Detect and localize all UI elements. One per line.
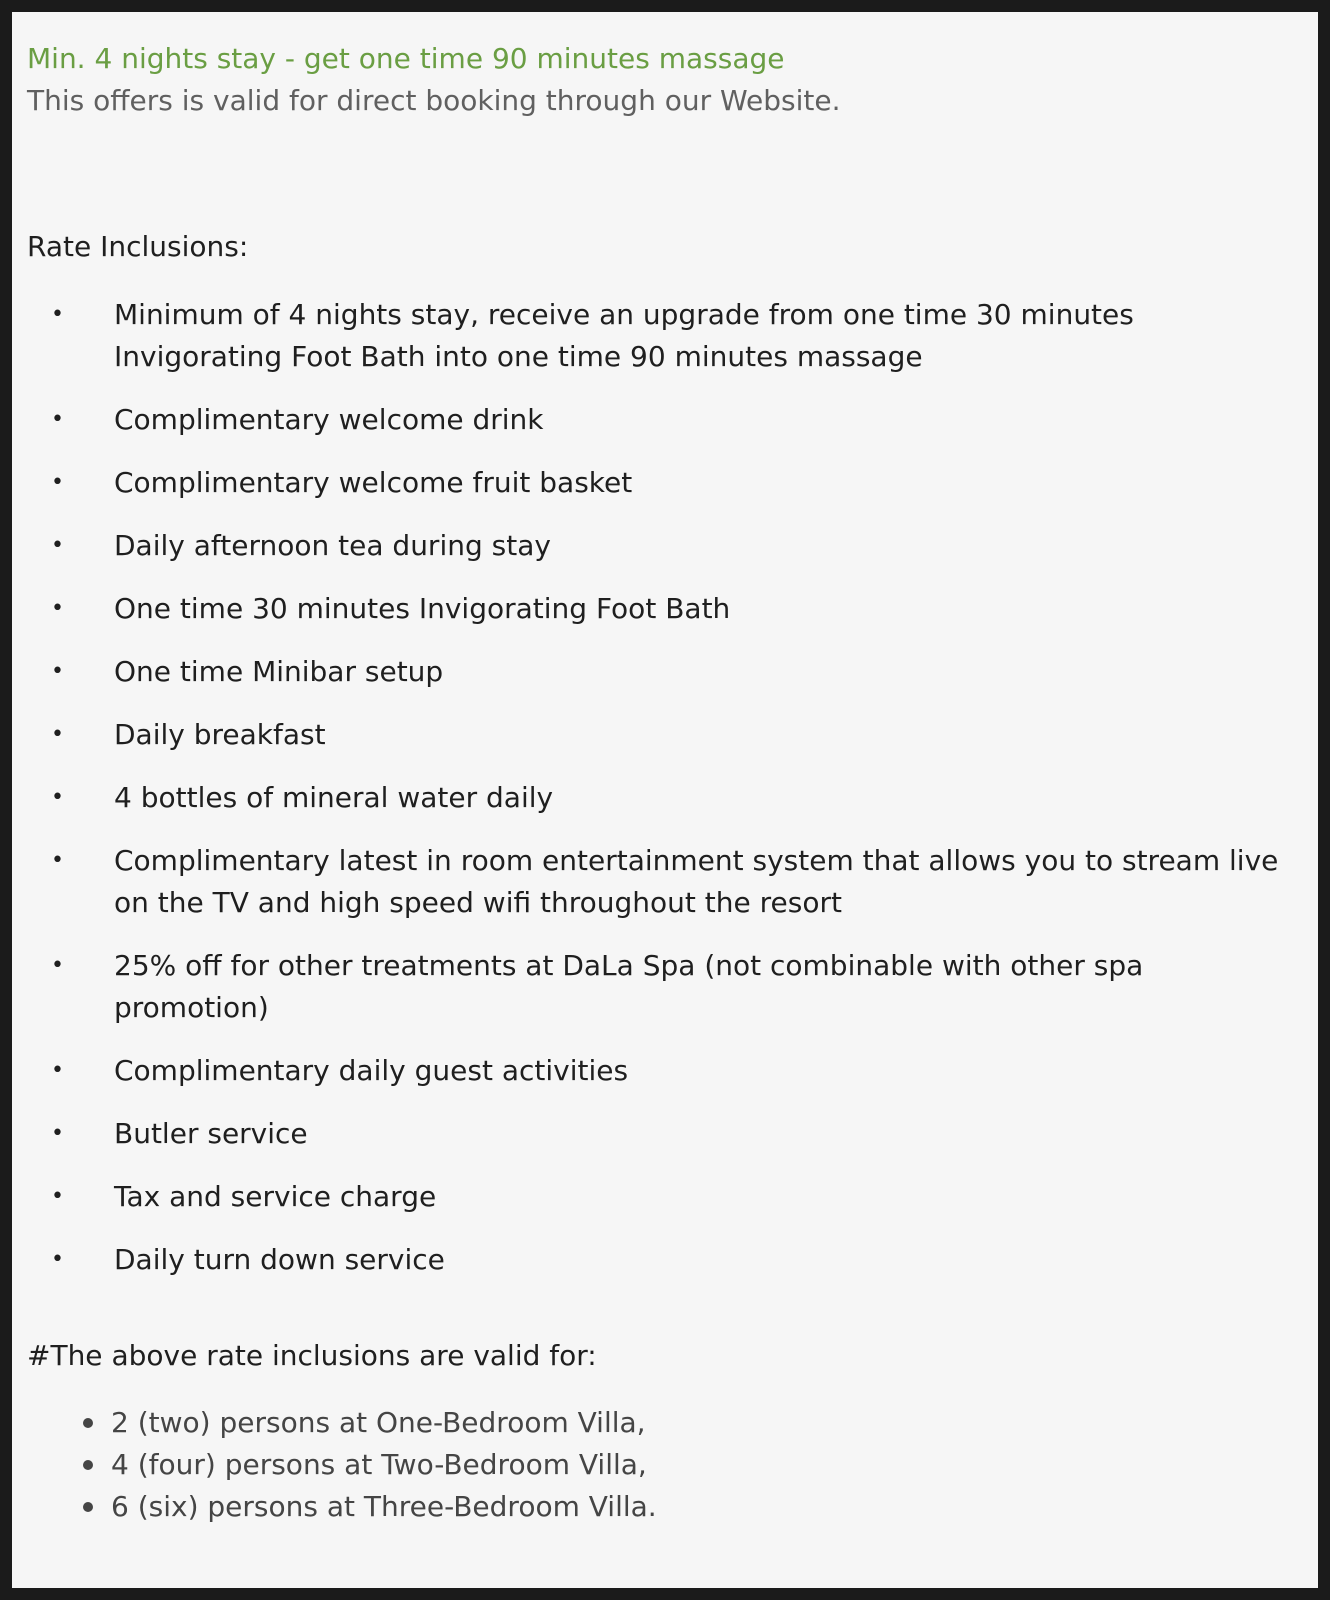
bullet-icon: •: [51, 785, 64, 810]
list-item: [27, 525, 1297, 567]
list-item-text: Complimentary welcome drink: [114, 403, 544, 436]
list-item: [27, 945, 1297, 1029]
list-item: [27, 1113, 1297, 1155]
rate-inclusions-heading: Rate Inclusions:: [27, 230, 249, 263]
bullet-icon: •: [51, 722, 64, 747]
list-item: [27, 1176, 1297, 1218]
list-item-text: 2 (two) persons at One-Bedroom Villa,: [111, 1406, 646, 1439]
bullet-icon: [83, 1502, 93, 1512]
offer-panel: [12, 12, 1318, 1588]
bullet-icon: [83, 1460, 93, 1470]
bullet-icon: •: [51, 1184, 64, 1209]
list-item-text: 4 bottles of mineral water daily: [114, 781, 554, 814]
list-item: [27, 462, 1297, 504]
list-item: [27, 714, 1297, 756]
list-item-text: 25% off for other treatments at DaLa Spa (not combinable with other spa promotion): [114, 949, 1144, 1024]
bullet-icon: •: [51, 1121, 64, 1146]
bullet-icon: •: [51, 1058, 64, 1083]
list-item: [27, 1444, 657, 1486]
list-item: [27, 294, 1297, 378]
list-item-text: Complimentary latest in room entertainment system that allows you to stream live on the TV and high speed wifi throughout the resort: [114, 844, 1279, 919]
bullet-icon: •: [51, 407, 64, 432]
list-item-text: 4 (four) persons at Two-Bedroom Villa,: [111, 1448, 647, 1481]
list-item: [27, 399, 1297, 441]
list-item-text: Daily breakfast: [114, 718, 326, 751]
list-item-text: Daily afternoon tea during stay: [114, 529, 551, 562]
list-item-text: Daily turn down service: [114, 1243, 445, 1276]
bullet-icon: •: [51, 953, 64, 978]
bullet-icon: [83, 1418, 93, 1428]
list-item-text: One time Minibar setup: [114, 655, 444, 688]
list-item-text: One time 30 minutes Invigorating Foot Bath: [114, 592, 731, 625]
validity-heading: #The above rate inclusions are valid for:: [27, 1339, 597, 1372]
bullet-icon: •: [51, 533, 64, 558]
bullet-icon: •: [51, 659, 64, 684]
list-item: [27, 1486, 657, 1528]
bullet-icon: •: [51, 848, 64, 873]
list-item: [27, 651, 1297, 693]
list-item-text: Complimentary welcome fruit basket: [114, 466, 633, 499]
list-item: [27, 588, 1297, 630]
bullet-icon: •: [51, 596, 64, 621]
list-item: [27, 1402, 657, 1444]
list-item-text: Tax and service charge: [114, 1180, 437, 1213]
list-item-text: 6 (six) persons at Three-Bedroom Villa.: [111, 1490, 657, 1523]
list-item: [27, 777, 1297, 819]
list-item: [27, 1050, 1297, 1092]
list-item: [27, 1239, 1297, 1281]
validity-list: [27, 1402, 657, 1528]
bullet-icon: •: [51, 470, 64, 495]
list-item-text: Complimentary daily guest activities: [114, 1054, 629, 1087]
offer-subtitle: This offers is valid for direct booking through our Website.: [27, 84, 841, 117]
bullet-icon: •: [51, 302, 64, 327]
offer-title: Min. 4 nights stay - get one time 90 minutes massage: [27, 42, 785, 75]
bullet-icon: •: [51, 1247, 64, 1272]
rate-inclusions-list: [27, 294, 1297, 1302]
list-item-text: Butler service: [114, 1117, 308, 1150]
list-item-text: Minimum of 4 nights stay, receive an upgrade from one time 30 minutes Invigorating Foot Bath into one time 90 minutes massage: [114, 298, 1134, 373]
list-item: [27, 840, 1297, 924]
